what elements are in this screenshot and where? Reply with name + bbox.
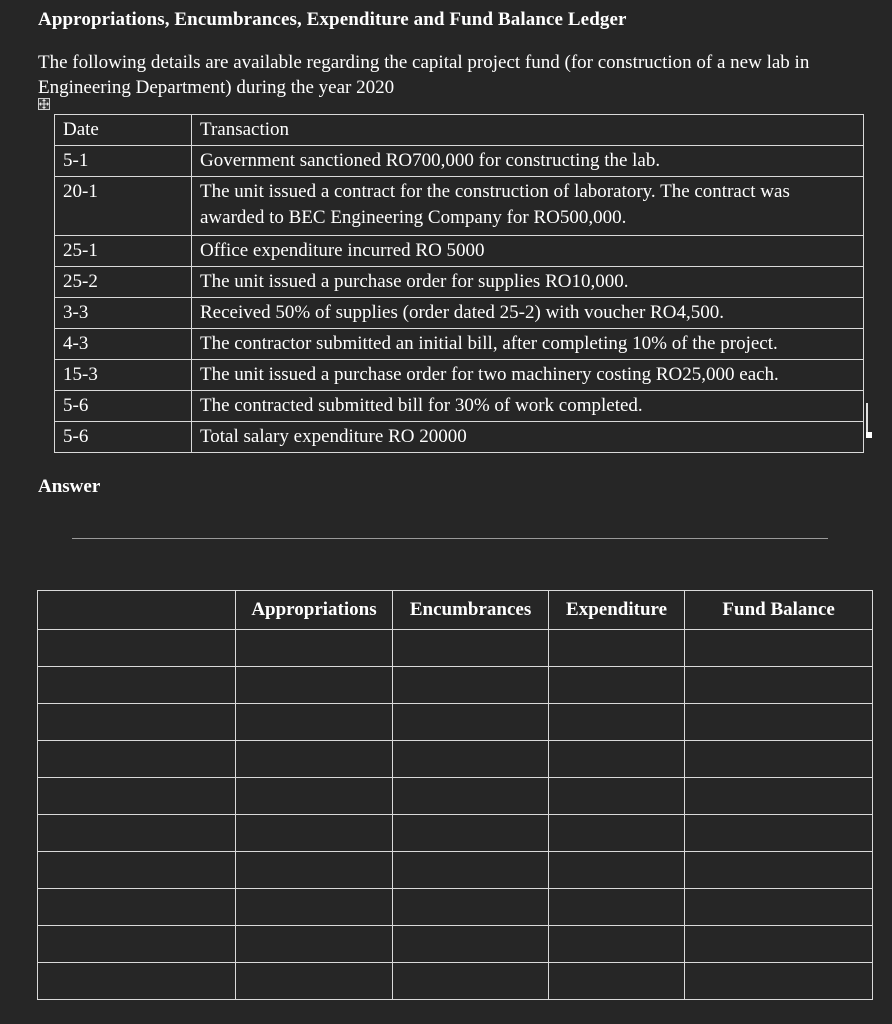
ledger-cell[interactable]: [38, 630, 236, 667]
ledger-cell[interactable]: [38, 667, 236, 704]
ledger-cell[interactable]: [235, 667, 393, 704]
ledger-cell[interactable]: [235, 778, 393, 815]
table-row: [55, 422, 864, 453]
ledger-cell[interactable]: [685, 852, 873, 889]
ledger-cell[interactable]: [548, 963, 684, 1000]
ledger-cell[interactable]: [235, 963, 393, 1000]
row-transaction: Office expenditure incurred RO 5000: [192, 236, 864, 267]
ledger-row: [38, 741, 873, 778]
answer-label: Answer: [38, 476, 101, 497]
row-date: 15-3: [55, 360, 192, 391]
ledger-cell[interactable]: [235, 889, 393, 926]
ledger-cell[interactable]: [685, 741, 873, 778]
row-transaction: Total salary expenditure RO 20000: [192, 422, 864, 453]
fund-balance-header: Fund Balance: [685, 591, 873, 630]
ledger-row: [38, 926, 873, 963]
row-transaction: Government sanctioned RO700,000 for constructing the lab.: [192, 146, 864, 177]
ledger-cell[interactable]: [685, 815, 873, 852]
table-resize-handle[interactable]: [866, 403, 868, 433]
ledger-cell[interactable]: [393, 741, 549, 778]
ledger-row: [38, 963, 873, 1000]
row-transaction: The unit issued a purchase order for two machinery costing RO25,000 each.: [192, 360, 864, 391]
table-row: [55, 391, 864, 422]
row-date: 4-3: [55, 329, 192, 360]
ledger-cell[interactable]: [548, 926, 684, 963]
ledger-cell[interactable]: [235, 741, 393, 778]
table-resize-corner[interactable]: [866, 432, 872, 438]
ledger-cell[interactable]: [393, 852, 549, 889]
ledger-cell[interactable]: [393, 778, 549, 815]
ledger-cell[interactable]: [548, 778, 684, 815]
ledger-cell[interactable]: [393, 630, 549, 667]
ledger-row: [38, 889, 873, 926]
ledger-cell[interactable]: [38, 778, 236, 815]
ledger-row: [38, 704, 873, 741]
appropriations-header: Appropriations: [235, 591, 393, 630]
ledger-cell[interactable]: [235, 926, 393, 963]
ledger-cell[interactable]: [685, 926, 873, 963]
ledger-cell[interactable]: [38, 815, 236, 852]
row-transaction: The contractor submitted an initial bill, after completing 10% of the project.: [192, 329, 864, 360]
ledger-cell[interactable]: [38, 926, 236, 963]
ledger-cell[interactable]: [235, 630, 393, 667]
row-date: 5-6: [55, 391, 192, 422]
table-row: [55, 298, 864, 329]
ledger-row: [38, 630, 873, 667]
date-header: Date: [55, 115, 192, 146]
table-row: [55, 236, 864, 267]
table-row: [55, 146, 864, 177]
transaction-header: Transaction: [192, 115, 864, 146]
row-transaction: The contracted submitted bill for 30% of work completed.: [192, 391, 864, 422]
ledger-cell[interactable]: [548, 630, 684, 667]
ledger-cell[interactable]: [393, 963, 549, 1000]
ledger-cell[interactable]: [38, 852, 236, 889]
ledger-cell[interactable]: [38, 963, 236, 1000]
table-row: [55, 360, 864, 391]
ledger-cell[interactable]: [393, 889, 549, 926]
document-title: Appropriations, Encumbrances, Expenditure and Fund Balance Ledger: [38, 9, 627, 30]
intro-paragraph: The following details are available regarding the capital project fund (for construction of a new lab in Engineering Department) during the year 2020: [38, 52, 810, 98]
ledger-cell[interactable]: [548, 667, 684, 704]
ledger-cell[interactable]: [393, 926, 549, 963]
transactions-table: [54, 114, 864, 453]
row-transaction: Received 50% of supplies (order dated 25-2) with voucher RO4,500.: [192, 298, 864, 329]
ledger-cell[interactable]: [548, 704, 684, 741]
row-date: 25-1: [55, 236, 192, 267]
transactions-header-row: [55, 115, 864, 146]
ledger-cell[interactable]: [393, 667, 549, 704]
ledger-row: [38, 815, 873, 852]
table-move-icon[interactable]: [38, 98, 50, 110]
ledger-header-blank: [38, 591, 236, 630]
ledger-cell[interactable]: [235, 704, 393, 741]
ledger-cell[interactable]: [548, 852, 684, 889]
ledger-body: [38, 630, 873, 1000]
ledger-cell[interactable]: [685, 667, 873, 704]
ledger-row: [38, 778, 873, 815]
ledger-cell[interactable]: [235, 852, 393, 889]
row-date: 5-1: [55, 146, 192, 177]
ledger-cell[interactable]: [548, 815, 684, 852]
ledger-cell[interactable]: [38, 704, 236, 741]
ledger-cell[interactable]: [393, 704, 549, 741]
ledger-table: [37, 590, 873, 1000]
ledger-row: [38, 667, 873, 704]
ledger-cell[interactable]: [393, 815, 549, 852]
table-row: [55, 267, 864, 298]
row-date: 25-2: [55, 267, 192, 298]
expenditure-header: Expenditure: [548, 591, 684, 630]
table-row: [55, 177, 864, 236]
table-row: [55, 329, 864, 360]
ledger-cell[interactable]: [685, 630, 873, 667]
ledger-cell[interactable]: [685, 778, 873, 815]
row-date: 5-6: [55, 422, 192, 453]
ledger-row: [38, 852, 873, 889]
row-date: 20-1: [55, 177, 192, 236]
encumbrances-header: Encumbrances: [393, 591, 549, 630]
answer-divider: [72, 538, 828, 539]
row-transaction: The unit issued a purchase order for supplies RO10,000.: [192, 267, 864, 298]
ledger-cell[interactable]: [38, 889, 236, 926]
ledger-cell[interactable]: [685, 963, 873, 1000]
ledger-cell[interactable]: [38, 741, 236, 778]
ledger-header-row: [38, 591, 873, 630]
ledger-cell[interactable]: [685, 889, 873, 926]
ledger-cell[interactable]: [685, 704, 873, 741]
ledger-cell[interactable]: [548, 889, 684, 926]
ledger-cell[interactable]: [548, 741, 684, 778]
row-transaction: The unit issued a contract for the construction of laboratory. The contract was awarded to BEC Engineering Company for RO500,000.: [192, 177, 864, 236]
row-date: 3-3: [55, 298, 192, 329]
ledger-cell[interactable]: [235, 815, 393, 852]
